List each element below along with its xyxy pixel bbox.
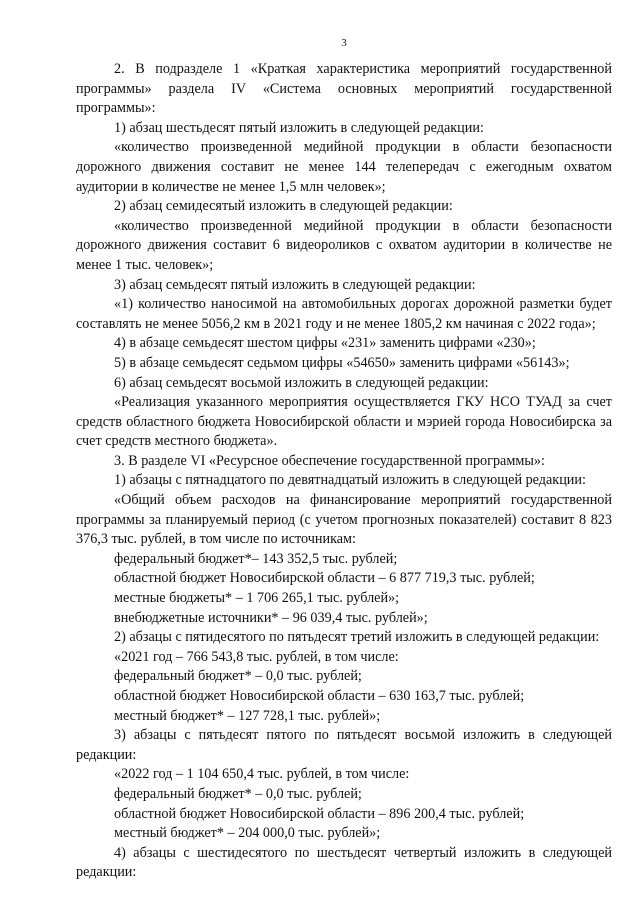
paragraph: 2. В подразделе 1 «Краткая характеристика мероприятий государственной программы» раздела IV «Система основных мероприятий государственной программы»: [76, 61, 612, 117]
paragraph: 3) абзац семьдесят пятый изложить в следующей редакции: [114, 276, 476, 293]
paragraph: «2022 год – 1 104 650,4 тыс. рублей, в том числе: [114, 766, 410, 783]
paragraph: 6) абзац семьдесят восьмой изложить в следующей редакции: [114, 374, 489, 391]
paragraph: «количество произведенной медийной продукции в области безопасности дорожного движения составит 6 видеороликов с охватом аудитории в количестве не менее 1 тыс. человек»; [76, 217, 612, 273]
paragraph: местные бюджеты* – 1 706 265,1 тыс. рублей»; [114, 590, 400, 607]
paragraph: «2021 год – 766 543,8 тыс. рублей, в том числе: [114, 648, 399, 665]
paragraph: 4) абзацы с шестидесятого по шестьдесят четвертый изложить в следующей редакции: [76, 844, 612, 881]
paragraph: внебюджетные источники* – 96 039,4 тыс. рублей»; [114, 609, 428, 626]
paragraph: 2) абзацы с пятидесятого по пятьдесят третий изложить в следующей редакции: [114, 629, 600, 646]
paragraph: 5) в абзаце семьдесят седьмом цифры «54650» заменить цифрами «56143»; [114, 354, 570, 371]
paragraph: 3. В разделе VI «Ресурсное обеспечение государственной программы»: [114, 452, 545, 469]
paragraph: федеральный бюджет* – 0,0 тыс. рублей; [114, 668, 362, 685]
paragraph: 2) абзац семидесятый изложить в следующей редакции: [114, 198, 453, 215]
paragraph: областной бюджет Новосибирской области – 630 163,7 тыс. рублей; [114, 688, 525, 704]
paragraph: «количество произведенной медийной продукции в области безопасности дорожного движения составит не менее 144 телепередач с ежегодным охватом аудитории в количестве не менее 1,5 млн человек»; [76, 139, 612, 195]
paragraph: областной бюджет Новосибирской области – 896 200,4 тыс. рублей; [114, 805, 525, 822]
paragraph: «Общий объем расходов на финансирование мероприятий государственной программы за планируемый период (с учетом прогнозных показателей) составит 8 823 376,3 тыс. рублей, в том числе по источникам: [76, 492, 612, 548]
document-page [76, 0, 612, 905]
paragraph: федеральный бюджет*– 143 352,5 тыс. рублей; [114, 550, 398, 567]
paragraph: местный бюджет* – 204 000,0 тыс. рублей»; [114, 825, 381, 842]
paragraph: местный бюджет* – 127 728,1 тыс. рублей»; [114, 707, 381, 724]
document-body [76, 60, 612, 883]
page-number: 3 [341, 37, 347, 49]
paragraph: 3) абзацы с пятьдесят пятого по пятьдесят восьмой изложить в следующей редакции: [76, 727, 612, 763]
paragraph: «Реализация указанного мероприятия осуществляется ГКУ НСО ТУАД за счет средств областного бюджета Новосибирской области и мэрией города Новосибирска за счет средств местного бюджета». [76, 394, 612, 450]
paragraph: областной бюджет Новосибирской области – 6 877 719,3 тыс. рублей; [114, 570, 535, 587]
paragraph: 4) в абзаце семьдесят шестом цифры «231» заменить цифрами «230»; [114, 335, 536, 352]
paragraph: 1) абзац шестьдесят пятый изложить в следующей редакции: [114, 119, 484, 136]
paragraph: федеральный бюджет* – 0,0 тыс. рублей; [114, 785, 362, 802]
paragraph: «1) количество наносимой на автомобильных дорогах дорожной разметки будет составлять не менее 5056,2 км в 2021 году и не менее 1805,2 км начиная с 2022 года»; [76, 296, 612, 332]
paragraph: 1) абзацы с пятнадцатого по девятнадцатый изложить в следующей редакции: [114, 472, 586, 489]
